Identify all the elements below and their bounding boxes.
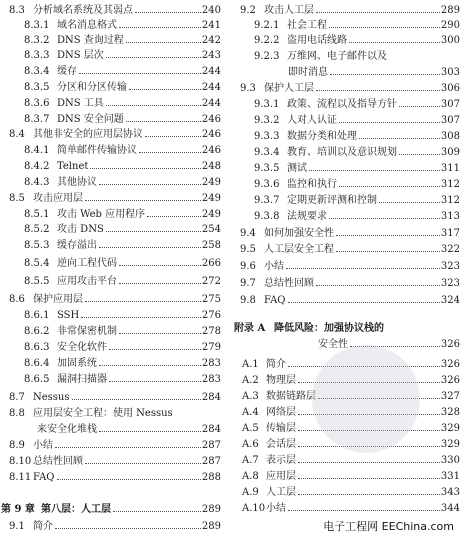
toc-entry (0, 193, 221, 205)
toc-entry-page: 326 (440, 339, 460, 350)
toc-entry-title: 攻击 DNS (57, 224, 104, 235)
toc-entry (0, 35, 221, 47)
dot-leader (113, 510, 201, 512)
toc-entry-number: 8.3.3 (24, 50, 50, 61)
toc-entry-page: 243 (201, 50, 221, 61)
toc-entry-page: 249 (201, 193, 221, 204)
toc-entry-title: 应用层安全工程：使用 Nessus (33, 408, 173, 419)
toc-entry-number: A.8 (242, 471, 259, 482)
toc-entry-page: 329 (440, 439, 460, 450)
toc-entry-number: 9.3.3 (254, 131, 280, 142)
toc-entry (228, 503, 460, 515)
toc-entry-title: FAQ (264, 295, 286, 306)
toc-entry-number: A.10 (242, 503, 266, 514)
dot-leader (106, 56, 201, 58)
toc-entry (0, 521, 221, 533)
toc-entry (0, 240, 221, 252)
toc-entry (228, 228, 460, 240)
toc-entry-number: 9.7 (240, 278, 256, 289)
toc-entry (0, 326, 221, 338)
toc-entry (0, 20, 221, 32)
toc-entry (228, 99, 460, 111)
toc-entry-number: A.6 (242, 439, 259, 450)
toc-entry (228, 51, 460, 63)
toc-entry-page: 331 (440, 471, 460, 482)
toc-entry-title: 攻击人工层 (264, 5, 314, 16)
toc-entry-number: 8.5.2 (24, 224, 50, 235)
dot-leader (135, 11, 201, 13)
toc-entry (0, 408, 221, 420)
dot-leader (99, 430, 201, 432)
toc-entry-title: SSH (57, 310, 80, 321)
dot-leader (99, 246, 201, 248)
toc-entry (228, 163, 460, 175)
toc-entry (228, 195, 460, 207)
toc-entry-number: 8.6.2 (24, 326, 50, 337)
toc-entry-number: 8.4 (9, 129, 25, 140)
toc-entry-number: 9.2.1 (254, 20, 280, 31)
toc-entry-page: 244 (201, 82, 221, 93)
toc-entry (228, 5, 460, 17)
toc-entry-page: 258 (201, 240, 221, 251)
dot-leader (99, 364, 201, 366)
dot-leader (175, 415, 220, 416)
toc-entry-page: 303 (440, 67, 460, 78)
toc-entry-title: 简介 (33, 521, 53, 532)
toc-entry (228, 295, 460, 307)
toc-entry-page: 288 (201, 472, 221, 483)
dot-leader (298, 461, 440, 463)
toc-entry (0, 374, 221, 386)
toc-entry-page: 329 (440, 423, 460, 434)
toc-entry-title: 小结 (264, 261, 284, 272)
toc-entry (0, 224, 221, 236)
toc-entry-page: 309 (440, 147, 460, 158)
toc-entry (228, 67, 460, 79)
toc-entry (0, 177, 221, 189)
toc-entry (0, 66, 221, 78)
toc-entry-number: 8.5.4 (24, 258, 50, 269)
toc-entry-number: 8.3.4 (24, 66, 50, 77)
dot-leader (336, 234, 440, 236)
toc-entry-page: 244 (201, 98, 221, 109)
toc-entry-number: 8.6.3 (24, 342, 50, 353)
toc-entry-title: Telnet (57, 161, 89, 172)
dot-leader (316, 284, 440, 286)
dot-leader (349, 41, 440, 43)
toc-entry-number: 8.6 (9, 294, 25, 305)
toc-entry-number: 8.5.1 (24, 209, 50, 220)
toc-entry-number: 9.1 (9, 521, 25, 532)
toc-entry-page: 311 (440, 163, 460, 174)
toc-entry-page: 308 (440, 131, 460, 142)
toc-entry (0, 161, 221, 173)
toc-entry-number: 9.5 (240, 244, 256, 255)
toc-entry (0, 392, 221, 404)
toc-entry-title: 如何加强安全性 (264, 228, 334, 239)
toc-entry-page: 313 (440, 211, 460, 222)
toc-entry-number: 8.10 (9, 456, 32, 467)
toc-entry-number: 8.8 (9, 408, 25, 419)
toc-entry-page: 307 (440, 99, 460, 110)
toc-entry-title: 缓存溢出 (57, 240, 97, 251)
toc-entry (228, 83, 460, 95)
toc-entry-title: 总结性回顾 (264, 278, 314, 289)
toc-entry-page: 326 (440, 375, 460, 386)
toc-entry-page: 326 (440, 359, 460, 370)
toc-entry-number: 8.4.2 (24, 161, 50, 172)
dot-leader (119, 264, 201, 266)
toc-entry-title: 非常保密机制 (57, 326, 117, 337)
dot-leader (330, 73, 440, 75)
toc-entry-page: 306 (440, 83, 460, 94)
toc-entry-number: 8.5.5 (24, 276, 50, 287)
toc-entry-page: 324 (440, 295, 460, 306)
toc-entry-page: 283 (201, 374, 221, 385)
toc-entry-page: 249 (201, 209, 221, 220)
toc-entry-number: A.4 (242, 407, 259, 418)
toc-entry-title: 总结性回顾 (33, 456, 83, 467)
dot-leader (286, 267, 440, 269)
toc-entry-page: 327 (440, 391, 460, 402)
toc-entry-page: 330 (440, 455, 460, 466)
toc-chapter-heading (0, 504, 221, 516)
toc-entry-title: 社会工程 (287, 20, 327, 31)
toc-entry-title: 来安全化堆栈 (37, 424, 97, 435)
toc-entry (228, 179, 460, 191)
toc-entry (0, 342, 221, 354)
toc-entry-title: 保护应用层 (33, 294, 83, 305)
toc-entry-title: 第八层：人工层 (41, 504, 111, 515)
toc-entry-number: 9.3.4 (254, 147, 280, 158)
dot-leader (85, 462, 201, 464)
toc-entry-title: 人工层 (266, 487, 296, 498)
toc-entry-title: 攻击应用层 (33, 193, 83, 204)
toc-entry-title: 应用层 (266, 471, 296, 482)
toc-entry-title: 保护人工层 (264, 83, 314, 94)
toc-entry-page: 289 (201, 521, 221, 532)
toc-entry-page: 244 (201, 66, 221, 77)
dot-leader (109, 380, 201, 382)
toc-entry-title: 数据分类和处理 (287, 131, 357, 142)
dot-leader (55, 527, 201, 529)
toc-entry-title: 分区和分区传输 (57, 82, 127, 93)
toc-entry-number: 8.6.1 (24, 310, 50, 321)
dot-leader (389, 58, 459, 59)
toc-chapter-heading (228, 323, 460, 335)
toc-entry (0, 82, 221, 94)
dot-leader (399, 105, 440, 107)
dot-leader (126, 120, 201, 122)
dot-leader (288, 301, 440, 303)
toc-entry-number: 8.9 (9, 440, 25, 451)
toc-entry-title: 安全化软件 (57, 342, 107, 353)
toc-entry-title: 简介 (266, 359, 286, 370)
toc-entry-page: 300 (440, 35, 460, 46)
toc-entry-number: 9.3.8 (254, 211, 280, 222)
toc-entry-number: 8.5 (9, 193, 25, 204)
toc-entry-page: 275 (201, 294, 221, 305)
toc-entry-title: DNS 查询过程 (57, 35, 124, 46)
toc-entry-page: 289 (440, 5, 460, 16)
toc-entry-title: 物理层 (266, 375, 296, 386)
toc-entry-number: 9.8 (240, 295, 256, 306)
toc-entry-number: 9.3 (240, 83, 256, 94)
dot-leader (288, 509, 440, 511)
toc-entry-page: 266 (201, 258, 221, 269)
toc-entry-number: A.1 (242, 359, 259, 370)
toc-entry-title: 网络层 (266, 407, 296, 418)
toc-entry-number: 9.3.5 (254, 163, 280, 174)
dot-leader (85, 199, 201, 201)
toc-entry-number: 8.3.1 (24, 20, 50, 31)
toc-entry-title: DNS 工具 (57, 98, 104, 109)
toc-entry-number: 8.3 (9, 5, 25, 16)
toc-entry-page: 246 (201, 114, 221, 125)
dot-leader (85, 300, 201, 302)
dot-leader (145, 135, 201, 137)
toc-entry-title: 分析域名系统及其弱点 (33, 5, 133, 16)
toc-entry-title: DNS 层次 (57, 50, 104, 61)
toc-entry (0, 209, 221, 221)
toc-entry-page: 344 (440, 503, 460, 514)
toc-entry (0, 50, 221, 62)
dot-leader (309, 169, 440, 171)
toc-entry-title: 其他协议 (57, 177, 97, 188)
toc-entry-title: 降低风险：加强协议栈的 (274, 323, 384, 334)
dot-leader (119, 332, 201, 334)
toc-entry (228, 20, 460, 32)
toc-entry-number: A.5 (242, 423, 259, 434)
dot-leader (119, 282, 201, 284)
toc-entry (228, 35, 460, 47)
dot-leader (298, 477, 440, 479)
toc-entry-number: 9.3.6 (254, 179, 280, 190)
toc-entry-number: 9.4 (240, 228, 256, 239)
dot-leader (147, 215, 201, 217)
dot-leader (298, 493, 440, 495)
toc-entry-page: 307 (440, 115, 460, 126)
toc-entry-page: 279 (201, 342, 221, 353)
toc-entry-page: 242 (201, 35, 221, 46)
watermark-seal (312, 345, 420, 453)
toc-entry-title: 测试 (287, 163, 307, 174)
toc-entry-page: 328 (440, 407, 460, 418)
toc-entry-number: 9.3.2 (254, 115, 280, 126)
dot-leader (336, 250, 440, 252)
toc-entry-title: DNS 安全问题 (57, 114, 124, 125)
toc-entry (228, 455, 460, 467)
dot-leader (379, 201, 440, 203)
toc-entry-title: 缓存 (57, 66, 77, 77)
dot-leader (339, 121, 440, 123)
toc-entry-number: 9.2 (240, 5, 256, 16)
toc-entry-title: 简单邮件传输协议 (57, 145, 137, 156)
dot-leader (106, 104, 201, 106)
toc-entry-number: 8.6.5 (24, 374, 50, 385)
toc-entry-number: A.2 (242, 375, 259, 386)
site-footer: 电子工程网 EEChina.com (323, 520, 454, 533)
toc-entry-number: 9.3.7 (254, 195, 280, 206)
dot-leader (129, 88, 201, 90)
toc-entry-page: 278 (201, 326, 221, 337)
toc-entry-page: 323 (440, 278, 460, 289)
toc-entry-title: 小结 (33, 440, 53, 451)
toc-entry-page: 290 (440, 20, 460, 31)
toc-entry-number: 8.3.6 (24, 98, 50, 109)
toc-entry-title: 表示层 (266, 455, 296, 466)
toc-entry-number: 8.3.2 (24, 35, 50, 46)
toc-entry-title: 监控和执行 (287, 179, 337, 190)
toc-entry-page: 322 (440, 244, 460, 255)
toc-entry-number: 9.6 (240, 261, 256, 272)
toc-entry-title: 攻击 Web 应用程序 (57, 209, 146, 220)
dot-leader (81, 316, 201, 318)
toc-entry-number: 第 9 章 (1, 504, 35, 515)
dot-leader (329, 217, 440, 219)
toc-entry-title: 人对人认证 (287, 115, 337, 126)
toc-entry (0, 358, 221, 370)
toc-entry-title: 其他非安全的应用层协议 (33, 129, 143, 140)
dot-leader (72, 398, 201, 400)
toc-entry-title: 安全性 (318, 339, 348, 350)
toc-entry-number: 8.6.4 (24, 358, 50, 369)
toc-entry-title: 定期更新评测和控制 (287, 195, 377, 206)
toc-entry-page: 312 (440, 195, 460, 206)
toc-entry-title: 域名消息格式 (57, 20, 117, 31)
toc-entry-number: 8.7 (9, 392, 25, 403)
dot-leader (386, 330, 459, 331)
dot-leader (316, 11, 440, 13)
toc-entry-page: 276 (201, 310, 221, 321)
toc-entry-page: 249 (201, 177, 221, 188)
dot-leader (109, 348, 201, 350)
toc-entry-page: 287 (201, 456, 221, 467)
dot-leader (106, 230, 201, 232)
toc-entry-title: 即时消息 (288, 67, 328, 78)
toc-entry-title: 法规要求 (287, 211, 327, 222)
toc-entry-title: 政策、流程以及指导方针 (287, 99, 397, 110)
toc-entry (0, 276, 221, 288)
dot-leader (139, 151, 201, 153)
toc-entry (0, 424, 221, 436)
toc-entry (228, 115, 460, 127)
toc-entry-title: 逆向工程代码 (57, 258, 117, 269)
toc-entry-page: 343 (440, 487, 460, 498)
toc-entry (0, 5, 221, 17)
toc-entry (0, 114, 221, 126)
toc-entry (0, 456, 221, 468)
dot-leader (90, 167, 201, 169)
dot-leader (399, 153, 440, 155)
toc-entry-number: 8.5.3 (24, 240, 50, 251)
dot-leader (119, 26, 201, 28)
toc-entry-title: 漏洞扫描器 (57, 374, 107, 385)
toc-entry-page: 272 (201, 276, 221, 287)
dot-leader (99, 183, 201, 185)
toc-entry (228, 471, 460, 483)
toc-entry (0, 98, 221, 110)
toc-entry (0, 145, 221, 157)
toc-entry-title: 会话层 (266, 439, 296, 450)
dot-leader (316, 89, 440, 91)
toc-entry (0, 310, 221, 322)
toc-entry-page: 317 (440, 228, 460, 239)
toc-entry-page: 323 (440, 261, 460, 272)
dot-leader (79, 72, 201, 74)
toc-entry (0, 472, 221, 484)
toc-entry-page: 284 (201, 392, 221, 403)
toc-entry (228, 278, 460, 290)
toc-entry-page: 284 (201, 424, 221, 435)
toc-entry-title: 小结 (266, 503, 286, 514)
toc-entry-page: 287 (201, 440, 221, 451)
toc-entry-title: Nessus (33, 392, 70, 403)
toc-entry (228, 131, 460, 143)
toc-entry (0, 129, 221, 141)
toc-entry-title: 盗用电话线路 (287, 35, 347, 46)
toc-entry-page: 289 (201, 504, 221, 515)
toc-entry-number: A.7 (242, 455, 259, 466)
toc-entry-title: 教育、培训以及意识规划 (287, 147, 397, 158)
toc-entry (0, 258, 221, 270)
dot-leader (339, 185, 440, 187)
toc-entry-page: 246 (201, 145, 221, 156)
dot-leader (359, 137, 440, 139)
toc-entry (228, 261, 460, 273)
toc-entry-number: 8.11 (9, 472, 32, 483)
toc-entry-title: 应用攻击平台 (57, 276, 117, 287)
toc-entry-title: FAQ (33, 472, 55, 483)
toc-entry-page: 283 (201, 358, 221, 369)
toc-entry-number: 9.3.1 (254, 99, 280, 110)
toc-entry-number: 8.3.5 (24, 82, 50, 93)
toc-entry-number: A.9 (242, 487, 259, 498)
toc-entry (228, 244, 460, 256)
toc-entry-number: 8.4.1 (24, 145, 50, 156)
toc-entry (228, 147, 460, 159)
toc-entry-number: 9.2.2 (254, 35, 280, 46)
toc-entry-page: 241 (201, 20, 221, 31)
dot-leader (126, 41, 201, 43)
toc-entry (228, 487, 460, 499)
toc-entry-number: 8.4.3 (24, 177, 50, 188)
toc-entry-title: 万维网、电子邮件以及 (287, 51, 387, 62)
toc-entry-page: 240 (201, 5, 221, 16)
toc-entry-title: 数据链路层 (266, 391, 316, 402)
toc-entry-page: 312 (440, 179, 460, 190)
toc-entry-title: 传输层 (266, 423, 296, 434)
toc-entry (0, 294, 221, 306)
toc-entry (228, 211, 460, 223)
toc-entry (0, 440, 221, 452)
toc-entry-title: 人工层安全工程 (264, 244, 334, 255)
toc-entry-number: 8.3.7 (24, 114, 50, 125)
toc-entry-page: 246 (201, 129, 221, 140)
toc-entry-number: 附录 A (234, 323, 266, 334)
toc-entry-page: 248 (201, 161, 221, 172)
toc-entry-title: 加固系统 (57, 358, 97, 369)
toc-entry-page: 254 (201, 224, 221, 235)
dot-leader (329, 26, 440, 28)
dot-leader (57, 478, 201, 480)
dot-leader (55, 446, 201, 448)
toc-entry-number: 9.2.3 (254, 51, 280, 62)
toc-entry-number: A.3 (242, 391, 259, 402)
